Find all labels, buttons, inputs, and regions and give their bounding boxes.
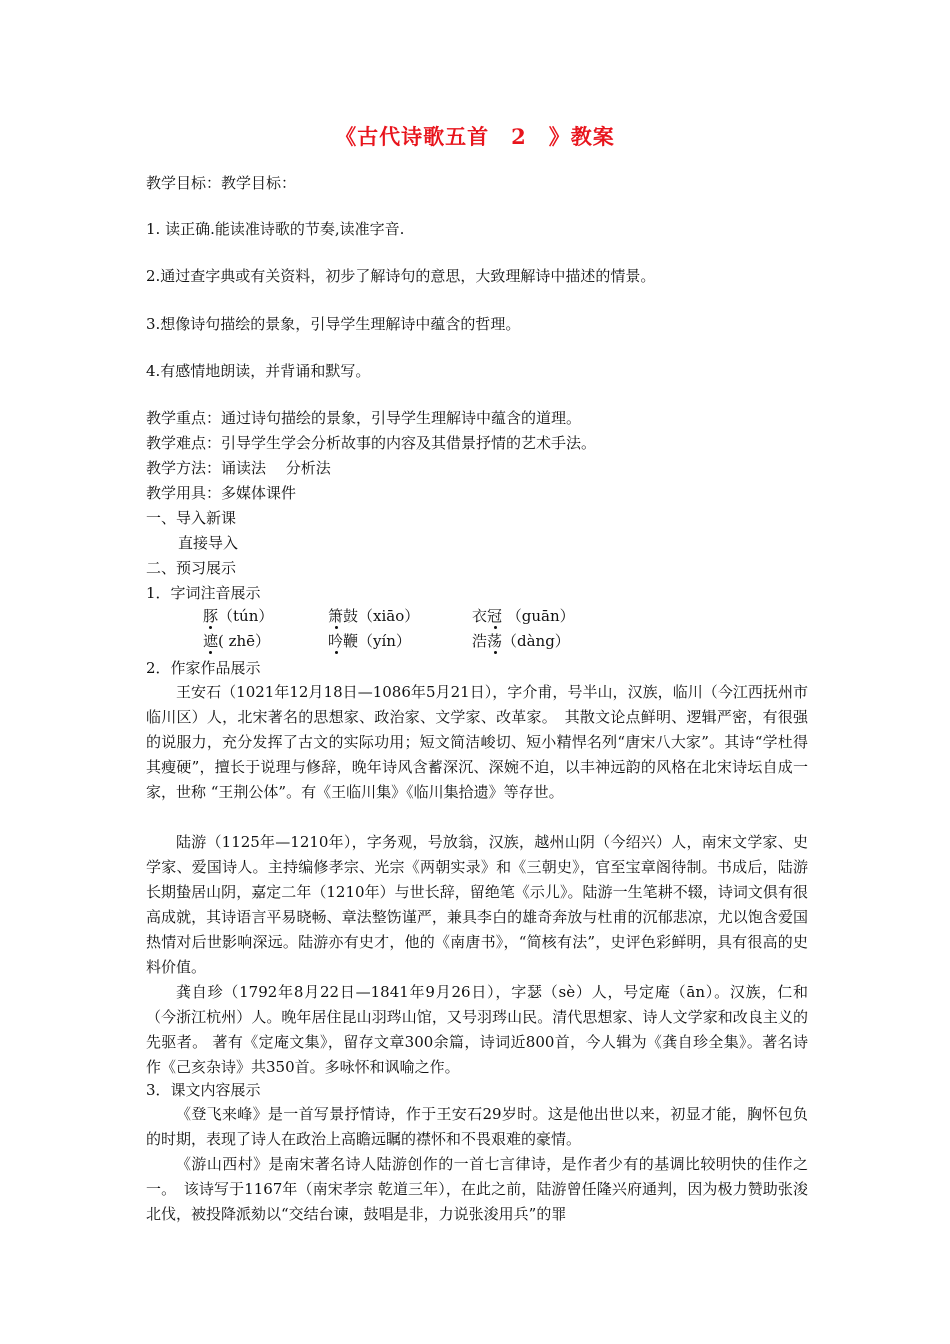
methods: 教学方法：诵读法 分析法 [146,459,331,477]
pinyin-item: 箫鼓（xiāo） [328,607,420,625]
text-paragraph: 《游山西村》是南宋著名诗人陆游创作的一首七言律诗，是作者少有的基调比较明快的佳作之一。 该诗写于1167年（南宋孝宗 乾道三年），在此之前，陆游曾任隆兴府通判，因为极力赞助张浚北伐，被投降派劾以“交结台谏，鼓唱是非，力说张浚用兵”的罪 [146,1155,808,1223]
key-points: 教学重点：通过诗句描绘的景象，引导学生理解诗中蕴含的道理。 [146,409,582,427]
objective-item: 4.有感情地朗读，并背诵和默写。 [146,362,371,380]
objective-item: 1. 读正确.能读准诗歌的节奏,读准字音. [146,220,405,238]
text-paragraph: 《登飞来峰》是一首写景抒情诗，作于王安石29岁时。这是他出世以来，初显才能，胸怀包负的时期，表现了诗人在政治上高瞻远瞩的襟怀和不畏艰难的豪情。 [146,1105,808,1148]
objective-item: 2.通过查字典或有关资料，初步了解诗句的意思，大致理解诗中描述的情景。 [146,267,656,285]
emphasis-dot [494,651,497,654]
author-paragraph: 陆游（1125年—1210年），字务观，号放翁，汉族，越州山阴（今绍兴）人，南宋文学家、史学家、爱国诗人。主持编修孝宗、光宗《两朝实录》和《三朝史》，官至宝章阁待制。书成后，陆游长期蛰居山阴，嘉定二年（1210年）与世长辞，留绝笔《示儿》。陆游一生笔耕不辍，诗词文俱有很高成就，其诗语言平易晓畅、章法整饬谨严，兼具李白的雄奇奔放与杜甫的沉郁悲凉，尤以饱含爱国热情对后世影响深远。陆游亦有史才，他的《南唐书》，“简核有法”，史评色彩鲜明，具有很高的史料价值。 [146,833,808,976]
emphasis-dot [209,626,212,629]
emphasis-dot [335,626,338,629]
author-paragraph: 龚自珍（1792年8月22日—1841年9月26日），字瑟（sè）人，号定庵（ān）。汉族，仁和（今浙江杭州）人。晚年居住昆山羽琌山馆，又号羽琌山民。清代思想家、诗人文学家和改良主义的先驱者。 著有《定庵文集》，留存文章300余篇，诗词近800首，今人辑为《龚自珍全集》。著名诗作《己亥杂诗》共350首。多咏怀和讽喻之作。 [146,983,808,1076]
subsection-heading: 1．字词注音展示 [146,584,261,602]
emphasis-dot [209,651,212,654]
author-paragraph: 王安石（1021年12月18日—1086年5月21日），字介甫，号半山，汉族，临川（今江西抚州市临川区）人，北宋著名的思想家、政治家、文学家、改革家。 其散文论点鲜明、逻辑严密，有很强的说服力，充分发挥了古文的实际功用；短文简洁峻切、短小精悍名列“唐宋八大家”。其诗“学杜得其瘦硬”，擅长于说理与修辞，晚年诗风含蓄深沉、深婉不迫，以丰神远韵的风格在北宋诗坛自成一家，世称 “王荆公体”。有《王临川集》《临川集拾遗》等存世。 [146,683,808,801]
objectives-heading: 教学目标：教学目标： [146,174,297,192]
difficulties: 教学难点：引导学生学会分析故事的内容及其借景抒情的艺术手法。 [146,434,597,452]
section-heading: 二、预习展示 [146,559,237,577]
pinyin-item: 遮( zhē） [203,632,271,650]
pinyin-item: 豚（tún） [203,607,274,625]
section-body: 直接导入 [178,534,239,552]
pinyin-item: 吟鞭（yín） [328,632,411,650]
section-heading: 一、导入新课 [146,509,237,527]
emphasis-dot [335,651,338,654]
objective-item: 3.想像诗句描绘的景象，引导学生理解诗中蕴含的哲理。 [146,315,521,333]
tools: 教学用具：多媒体课件 [146,484,297,502]
subsection-heading: 2．作家作品展示 [146,659,261,677]
document-title: 《古代诗歌五首 2 》教案 [335,124,615,149]
subsection-heading: 3．课文内容展示 [146,1081,261,1099]
emphasis-dot [494,626,497,629]
pinyin-item: 浩荡（dàng） [472,632,570,650]
pinyin-item: 衣冠 （guān） [472,607,575,625]
